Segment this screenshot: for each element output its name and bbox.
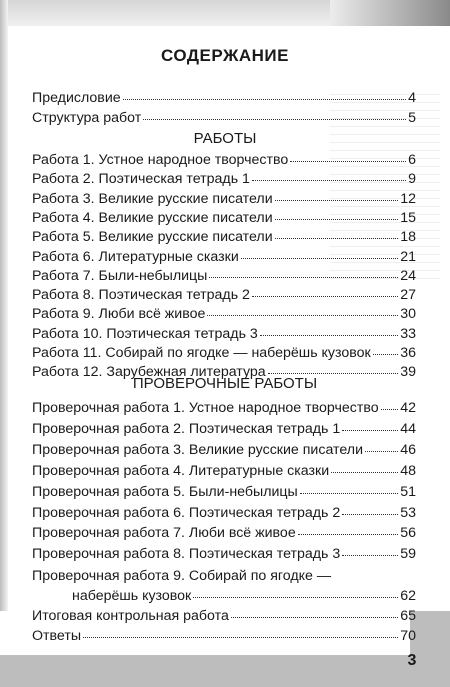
toc-item-label: Проверочная работа 2. Поэтическая тетрадь 1 (32, 420, 341, 437)
leader-dots (290, 148, 406, 162)
toc-item-label: Проверочная работа 9. Собирай по ягодке — (32, 568, 332, 584)
leader-dots (365, 438, 398, 452)
toc-item-label: Работа 7. Были-небылицы (32, 267, 208, 284)
leader-dots (83, 624, 398, 638)
leader-dots (193, 584, 398, 598)
toc-item-label: Проверочная работа 1. Устное народное творчество (32, 400, 379, 416)
tests-heading: ПРОВЕРОЧНЫЕ РАБОТЫ (132, 375, 318, 392)
toc-item (32, 398, 416, 418)
toc-item-label: Работа 11. Собирай по ягодке — наберёшь кузовок (32, 345, 371, 361)
top-shadow-band (0, 0, 450, 26)
toc-item-label: Проверочная работа 8. Поэтическая тетрадь 3 (32, 546, 341, 563)
leader-dots (260, 322, 398, 336)
toc-item-label: Проверочная работа 3. Великие русские писатели (32, 441, 363, 458)
toc-item (32, 461, 416, 481)
toc-item-page: 12 (400, 190, 416, 207)
left-page-edge (0, 0, 8, 687)
toc-item-page: 21 (400, 248, 416, 265)
toc-item-label: Работа 2. Поэтическая тетрадь 1 (32, 171, 250, 188)
toc-item-label: Работа 6. Литературные сказки (32, 248, 239, 265)
leader-dots (252, 283, 398, 297)
leader-dots (143, 106, 406, 120)
leader-dots (268, 360, 399, 374)
top-shadow-corner (330, 0, 450, 26)
toc-item (32, 419, 416, 439)
toc-item-label: Работа 5. Великие русские писатели (32, 229, 273, 246)
toc-item-page: 44 (400, 420, 416, 437)
leader-dots (275, 206, 399, 220)
toc-item-page: 15 (400, 209, 416, 226)
page-number: 3 (407, 652, 417, 669)
toc-item-answers (32, 626, 416, 646)
toc-item (32, 324, 416, 344)
toc-item-page: 39 (400, 364, 416, 381)
toc-item-page: 33 (400, 325, 416, 342)
toc-item (32, 503, 416, 523)
toc-item-label: Итоговая контрольная работа (32, 608, 229, 624)
toc-item-page: 62 (400, 588, 416, 604)
toc-item (32, 523, 416, 543)
toc-item-preface (32, 88, 416, 108)
toc-item-page: 46 (400, 441, 416, 458)
toc-item-label: Работа 9. Люби всё живое (32, 306, 206, 323)
toc-item-label: Работа 10. Поэтическая тетрадь 3 (32, 325, 258, 342)
toc-item-label: наберёшь кузовок (72, 588, 192, 604)
leader-dots (300, 480, 398, 494)
toc-item-label: Предисловие (32, 90, 121, 106)
toc-item-label: Работа 12. Зарубежная литература (32, 364, 266, 381)
page-title: СОДЕРЖАНИЕ (161, 46, 289, 65)
toc-item-page: 56 (400, 525, 416, 542)
leader-dots (342, 417, 398, 431)
toc-item-structure (32, 108, 416, 128)
leader-dots (342, 501, 398, 515)
toc-item-label: Работа 1. Устное народное творчество (32, 152, 289, 168)
toc-item-label: Работа 3. Великие русские писатели (32, 190, 273, 207)
toc-item-page: 36 (400, 345, 416, 361)
leader-dots (252, 167, 406, 181)
toc-item-page: 59 (400, 546, 416, 563)
leader-dots (342, 542, 398, 556)
leader-dots (231, 604, 398, 618)
toc-item-label: Работа 8. Поэтическая тетрадь 2 (32, 287, 250, 304)
toc-item-label: Проверочная работа 7. Люби всё живое (32, 525, 296, 542)
toc-item-test9-line1 (32, 566, 416, 586)
toc-item-page: 24 (400, 267, 416, 284)
leader-dots (123, 86, 406, 100)
leader-dots (275, 187, 399, 201)
leader-dots (209, 264, 398, 278)
toc-item-page: 27 (400, 287, 416, 304)
toc-item-page: 53 (400, 504, 416, 521)
toc-item (32, 482, 416, 502)
toc-item-page: 30 (400, 306, 416, 323)
leader-dots (298, 521, 399, 535)
toc-item-final-test (32, 606, 416, 626)
toc-item-page: 18 (400, 229, 416, 246)
toc-item-label: Ответы (32, 628, 82, 644)
toc-item-label: Структура работ (32, 110, 142, 126)
toc-item (32, 544, 416, 564)
toc-item-page: 65 (400, 608, 416, 624)
toc-item-page: 6 (408, 152, 416, 168)
toc-item-label: Проверочная работа 5. Были-небылицы (32, 483, 298, 500)
leader-dots (275, 225, 399, 239)
toc-item-page: 9 (408, 171, 416, 188)
toc-item-label: Проверочная работа 6. Поэтическая тетрадь 2 (32, 504, 341, 521)
toc-item-test9-line2 (72, 586, 416, 606)
leader-dots (241, 245, 398, 259)
toc-item-page: 5 (408, 110, 416, 126)
leader-dots (381, 396, 399, 410)
toc-item-page: 70 (400, 628, 416, 644)
works-heading: РАБОТЫ (193, 130, 257, 147)
leader-dots (373, 341, 399, 355)
toc-item-label: Работа 4. Великие русские писатели (32, 209, 273, 226)
leader-dots (331, 459, 398, 473)
toc-item-page: 48 (400, 462, 416, 479)
leader-dots (207, 302, 398, 316)
toc-item (32, 440, 416, 460)
toc-item-page: 4 (408, 90, 416, 106)
toc-item-label: Проверочная работа 4. Литературные сказки (32, 462, 330, 479)
toc-item-page: 42 (400, 400, 416, 416)
toc-item-page: 51 (400, 483, 416, 500)
